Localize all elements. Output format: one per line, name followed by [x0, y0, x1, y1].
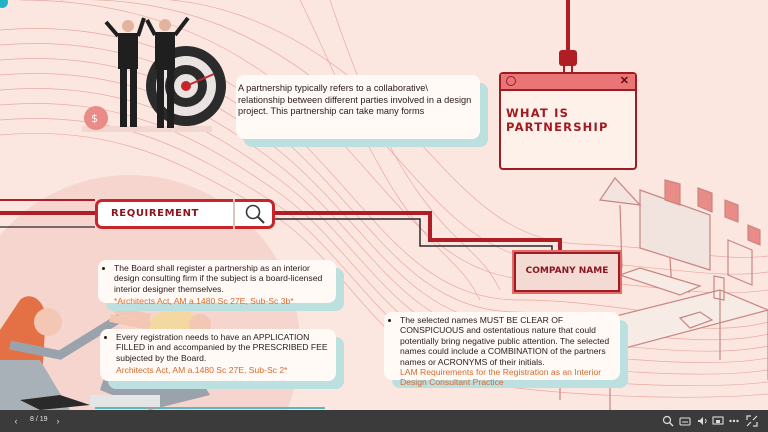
requirement-2-text: • Every registration needs to have an APPLICATION FILLED in and accompanied by the PRESCRIBED FEE subjected by the Board. Architects Act, AM a.1480 Sc 27E, Sub-Sc 2*	[116, 332, 330, 376]
prev-page-button[interactable]: ‹	[14, 416, 18, 426]
requirement-bar	[95, 199, 275, 229]
intro-text: A partnership typically refers to a collaborative\ relationship between different parties involved in a design project. This partnership can take many forms	[238, 83, 472, 117]
next-page-button[interactable]: ›	[56, 416, 60, 426]
close-icon: ✕	[619, 75, 629, 87]
requirement-search-box	[233, 199, 275, 229]
audio-icon[interactable]	[696, 415, 708, 427]
company-name-card	[384, 312, 620, 388]
window-heading-line2: PARTNERSHIP	[506, 120, 609, 134]
viewer-toolbar	[0, 410, 768, 432]
svg-text:$: $	[91, 112, 98, 125]
requirement-1-text: • The Board shall register a partnership as an interior design consulting firm if the subject is a board-licensed interior designer themselves. *Architects Act, AM a.1480 Sc 27E, Sub-Sc 3b*	[114, 263, 330, 307]
company-name-label: COMPANY NAME	[525, 266, 609, 276]
zoom-icon[interactable]	[662, 415, 674, 427]
window-heading	[506, 106, 609, 134]
requirement-card-2	[100, 329, 336, 381]
search-icon	[235, 199, 275, 229]
window-title-bar	[501, 74, 635, 91]
more-icon[interactable]	[728, 415, 740, 427]
requirement-card-1	[98, 260, 336, 307]
businessmen-target-illustration	[82, 18, 226, 132]
captions-icon[interactable]	[679, 415, 691, 427]
plug-icon	[559, 50, 577, 66]
company-name-box	[514, 252, 620, 292]
window-heading-line1: WHAT IS	[506, 106, 570, 120]
fullscreen-icon[interactable]	[746, 415, 758, 427]
what-is-partnership-window	[499, 72, 637, 170]
requirement-2-reference: Architects Act, AM a.1480 Sc 27E, Sub-Sc 2*	[116, 365, 288, 376]
window-dot-icon	[506, 76, 516, 86]
requirement-label: REQUIREMENT	[111, 208, 199, 219]
company-name-text: • The selected names MUST BE CLEAR OF CONSPICUOUS and ostentatious nature that could potentially bring negative public attention. The selected names could include a COMBINATION of the partners names or ACRONYMS of their initials. LAM Requirements for the Registration as an Interior Design Consultant Practice	[400, 315, 614, 388]
present-icon[interactable]	[712, 415, 724, 427]
page-indicator: 8 / 19	[30, 416, 48, 423]
requirement-1-reference: *Architects Act, AM a.1480 Sc 27E, Sub-Sc 3b*	[114, 296, 294, 307]
intro-card	[236, 75, 480, 139]
company-name-reference: LAM Requirements for the Registration as an Interior Design Consultant Practice	[400, 367, 602, 388]
